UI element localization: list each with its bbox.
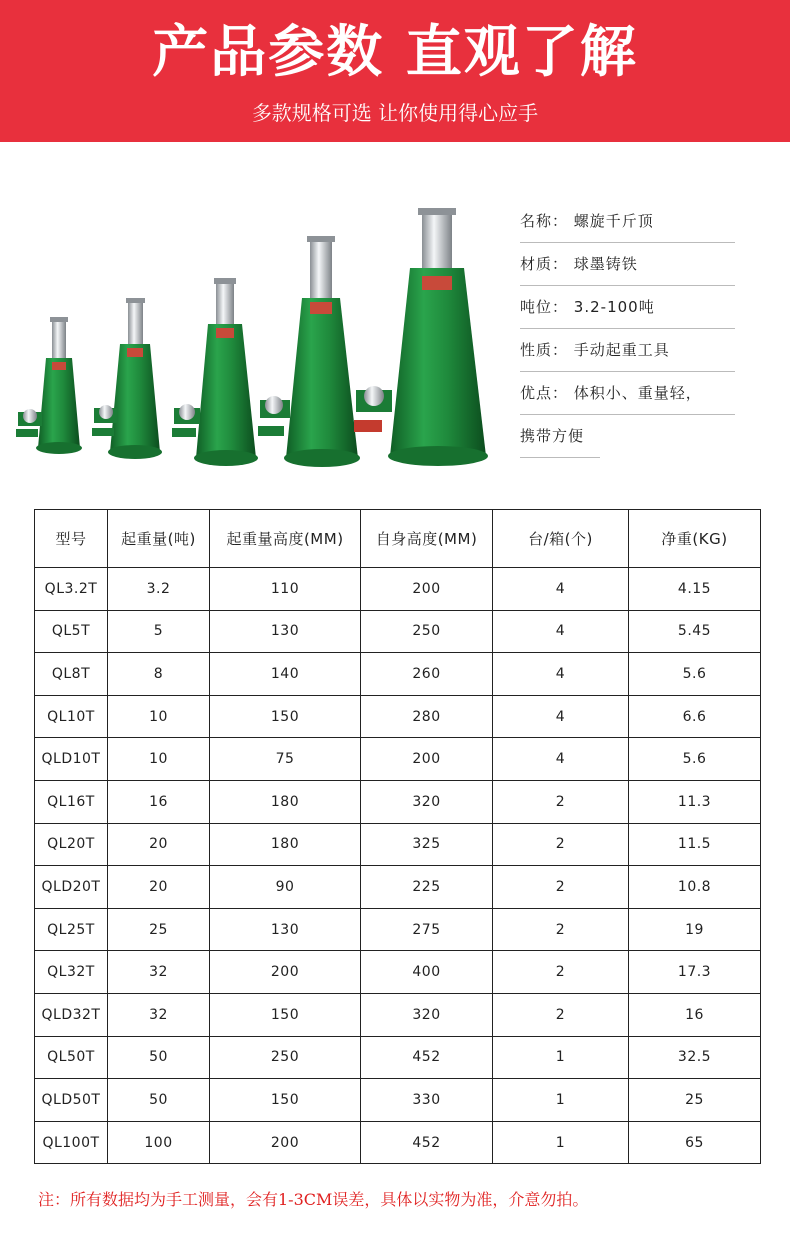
- table-row: [35, 1121, 761, 1164]
- spec-label: 性质：: [520, 341, 569, 359]
- spec-row-material: [520, 243, 735, 286]
- cell-own-height: 325: [361, 823, 493, 866]
- cell-net-weight: 5.6: [629, 653, 761, 696]
- cell-model: QL50T: [35, 1036, 108, 1079]
- cell-own-height: 452: [361, 1036, 493, 1079]
- cell-lift-height: 75: [210, 738, 361, 781]
- cell-units-per-box: 1: [493, 1079, 629, 1122]
- cell-lift-height: 90: [210, 866, 361, 909]
- cell-model: QL25T: [35, 908, 108, 951]
- table-row: [35, 993, 761, 1036]
- table-row: [35, 1079, 761, 1122]
- cell-lift-height: 150: [210, 993, 361, 1036]
- cell-capacity: 25: [108, 908, 210, 951]
- cell-model: QL8T: [35, 653, 108, 696]
- banner-title: 产品参数 直观了解: [152, 20, 638, 85]
- cell-capacity: 100: [108, 1121, 210, 1164]
- cell-model: QLD50T: [35, 1079, 108, 1122]
- cell-capacity: 50: [108, 1079, 210, 1122]
- spec-row-advantages: [520, 372, 735, 415]
- spec-row-name: [520, 200, 735, 243]
- cell-model: QLD32T: [35, 993, 108, 1036]
- cell-model: QLD10T: [35, 738, 108, 781]
- cell-net-weight: 32.5: [629, 1036, 761, 1079]
- table-row: [35, 695, 761, 738]
- cell-net-weight: 5.45: [629, 610, 761, 653]
- cell-net-weight: 11.3: [629, 780, 761, 823]
- table-row: [35, 653, 761, 696]
- cell-units-per-box: 2: [493, 993, 629, 1036]
- cell-units-per-box: 4: [493, 653, 629, 696]
- cell-lift-height: 250: [210, 1036, 361, 1079]
- cell-capacity: 10: [108, 738, 210, 781]
- header-capacity: 起重量(吨): [108, 510, 210, 568]
- spec-row-nature: [520, 329, 735, 372]
- spec-label: 材质：: [520, 255, 569, 273]
- cell-lift-height: 200: [210, 1121, 361, 1164]
- cell-units-per-box: 1: [493, 1036, 629, 1079]
- table-row: [35, 823, 761, 866]
- spec-value: 3.2-100吨: [573, 298, 655, 316]
- cell-lift-height: 130: [210, 610, 361, 653]
- cell-lift-height: 150: [210, 1079, 361, 1122]
- cell-own-height: 250: [361, 610, 493, 653]
- cell-lift-height: 200: [210, 951, 361, 994]
- cell-net-weight: 6.6: [629, 695, 761, 738]
- cell-net-weight: 65: [629, 1121, 761, 1164]
- cell-net-weight: 5.6: [629, 738, 761, 781]
- cell-model: QL3.2T: [35, 568, 108, 611]
- header-lift-height: 起重量高度(MM): [210, 510, 361, 568]
- spec-value: 球墨铸铁: [573, 255, 638, 273]
- cell-capacity: 5: [108, 610, 210, 653]
- spec-value: 手动起重工具: [573, 341, 670, 359]
- cell-units-per-box: 4: [493, 568, 629, 611]
- table-row: [35, 780, 761, 823]
- cell-own-height: 260: [361, 653, 493, 696]
- cell-lift-height: 110: [210, 568, 361, 611]
- cell-units-per-box: 4: [493, 695, 629, 738]
- cell-model: QL20T: [35, 823, 108, 866]
- cell-units-per-box: 1: [493, 1121, 629, 1164]
- cell-net-weight: 19: [629, 908, 761, 951]
- cell-units-per-box: 2: [493, 951, 629, 994]
- cell-own-height: 225: [361, 866, 493, 909]
- cell-own-height: 320: [361, 780, 493, 823]
- cell-capacity: 20: [108, 866, 210, 909]
- cell-own-height: 200: [361, 738, 493, 781]
- screw-jack-lineup-image: [10, 200, 490, 470]
- spec-value: 螺旋千斤顶: [573, 212, 654, 230]
- cell-lift-height: 150: [210, 695, 361, 738]
- banner-subtitle: 多款规格可选 让你使用得心应手: [251, 101, 539, 125]
- cell-lift-height: 130: [210, 908, 361, 951]
- cell-net-weight: 10.8: [629, 866, 761, 909]
- cell-units-per-box: 2: [493, 908, 629, 951]
- cell-capacity: 3.2: [108, 568, 210, 611]
- cell-capacity: 50: [108, 1036, 210, 1079]
- cell-net-weight: 16: [629, 993, 761, 1036]
- cell-units-per-box: 2: [493, 780, 629, 823]
- cell-lift-height: 140: [210, 653, 361, 696]
- cell-units-per-box: 2: [493, 823, 629, 866]
- spec-label: 优点：: [520, 384, 569, 402]
- cell-model: QL5T: [35, 610, 108, 653]
- cell-own-height: 320: [361, 993, 493, 1036]
- table-row: [35, 738, 761, 781]
- cell-lift-height: 180: [210, 780, 361, 823]
- cell-model: QL10T: [35, 695, 108, 738]
- table-row: [35, 908, 761, 951]
- cell-units-per-box: 4: [493, 738, 629, 781]
- header-units-per-box: 台/箱(个): [493, 510, 629, 568]
- spec-value: 体积小、重量轻，: [573, 384, 702, 402]
- table-row: [35, 866, 761, 909]
- table-row: [35, 568, 761, 611]
- table-header-row: [35, 510, 761, 568]
- cell-model: QL32T: [35, 951, 108, 994]
- title-banner: [0, 0, 790, 142]
- cell-units-per-box: 2: [493, 866, 629, 909]
- table-row: [35, 951, 761, 994]
- cell-own-height: 200: [361, 568, 493, 611]
- cell-own-height: 400: [361, 951, 493, 994]
- spec-label: 吨位：: [520, 298, 569, 316]
- table-row: [35, 610, 761, 653]
- cell-capacity: 32: [108, 993, 210, 1036]
- cell-capacity: 8: [108, 653, 210, 696]
- cell-own-height: 452: [361, 1121, 493, 1164]
- cell-model: QL100T: [35, 1121, 108, 1164]
- header-net-weight: 净重(KG): [629, 510, 761, 568]
- cell-net-weight: 4.15: [629, 568, 761, 611]
- cell-net-weight: 25: [629, 1079, 761, 1122]
- table-row: [35, 1036, 761, 1079]
- spec-label: 名称：: [520, 212, 569, 230]
- cell-net-weight: 17.3: [629, 951, 761, 994]
- cell-own-height: 275: [361, 908, 493, 951]
- cell-net-weight: 11.5: [629, 823, 761, 866]
- spec-row-advantages-continued: 携带方便: [520, 415, 600, 458]
- cell-capacity: 32: [108, 951, 210, 994]
- parameter-table: [34, 509, 761, 1164]
- cell-model: QLD20T: [35, 866, 108, 909]
- cell-lift-height: 180: [210, 823, 361, 866]
- cell-capacity: 20: [108, 823, 210, 866]
- cell-capacity: 10: [108, 695, 210, 738]
- table-body: [35, 568, 761, 1164]
- cell-own-height: 330: [361, 1079, 493, 1122]
- cell-own-height: 280: [361, 695, 493, 738]
- disclaimer-note: 注：所有数据均为手工测量，会有1-3CM误差，具体以实物为准，介意勿拍。: [38, 1190, 589, 1209]
- cell-units-per-box: 4: [493, 610, 629, 653]
- header-own-height: 自身高度(MM): [361, 510, 493, 568]
- cell-model: QL16T: [35, 780, 108, 823]
- spec-row-tonnage: [520, 286, 735, 329]
- header-model: 型号: [35, 510, 108, 568]
- spec-list: [520, 200, 735, 458]
- cell-capacity: 16: [108, 780, 210, 823]
